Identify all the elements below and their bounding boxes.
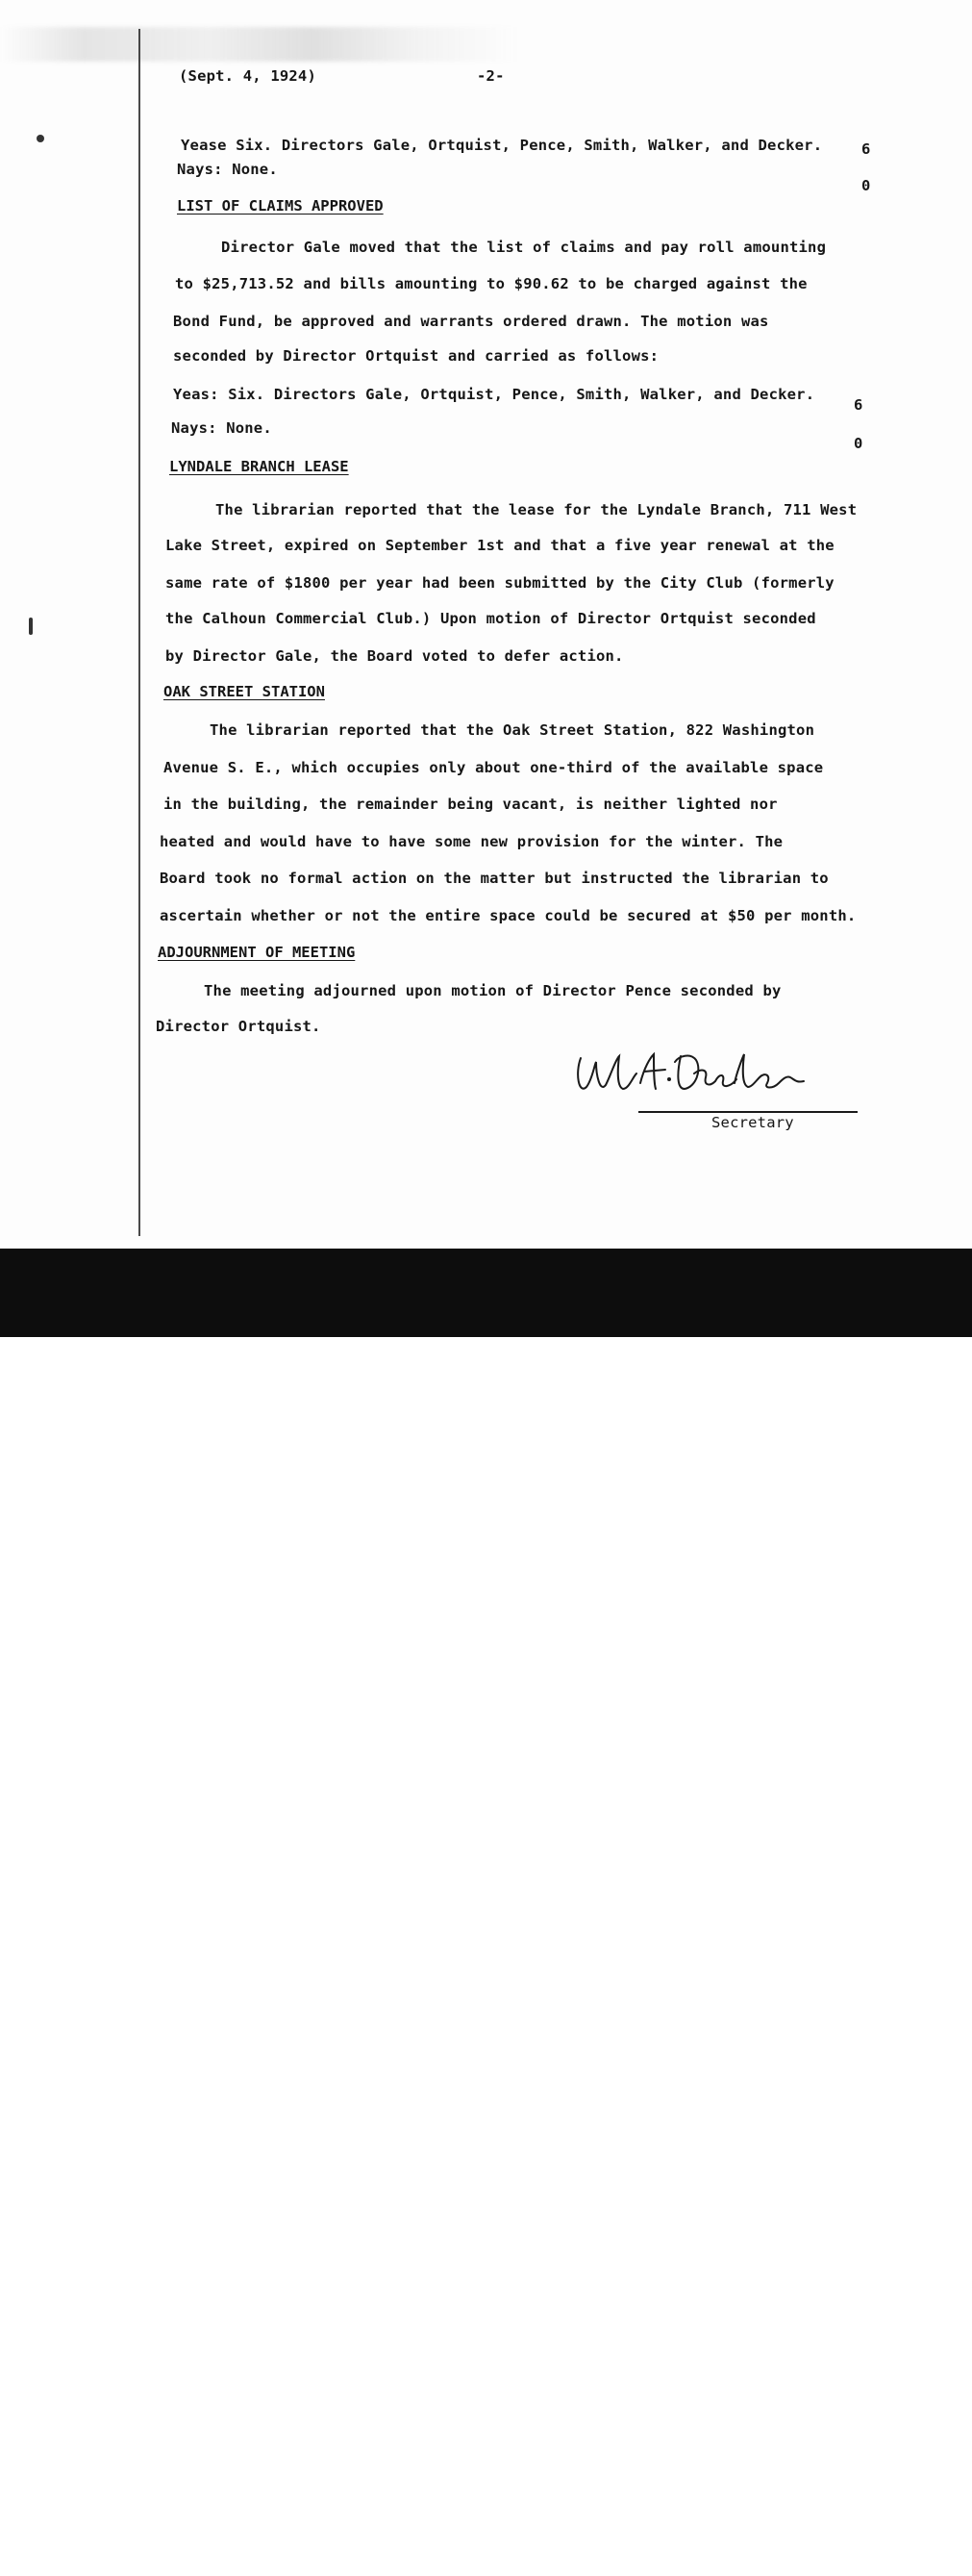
paragraph-line: Bond Fund, be approved and warrants ordered drawn. The motion was bbox=[173, 313, 769, 330]
section-heading-claims: LIST OF CLAIMS APPROVED bbox=[177, 197, 384, 215]
paragraph-line: Avenue S. E., which occupies only about one-third of the available space bbox=[163, 759, 824, 776]
document-page bbox=[0, 0, 972, 1249]
scan-speck bbox=[37, 135, 44, 142]
section-heading-oak-street: OAK STREET STATION bbox=[163, 683, 325, 700]
paragraph-line: heated and would have to have some new provision for the winter. The bbox=[160, 833, 784, 850]
date-header: (Sept. 4, 1924) bbox=[179, 67, 316, 85]
paragraph-line: to $25,713.52 and bills amounting to $90.62 to be charged against the bbox=[175, 275, 808, 292]
vote-yeas-line: Yease Six. Directors Gale, Ortquist, Pence, Smith, Walker, and Decker. bbox=[181, 137, 823, 154]
watermark-url: www.alamy.com bbox=[806, 2539, 930, 2559]
paragraph-line: ascertain whether or not the entire space could be secured at $50 per month. bbox=[160, 907, 857, 924]
vote-nays-tally: 0 bbox=[861, 177, 871, 194]
paragraph-line: The librarian reported that the Oak Street Station, 822 Washington bbox=[210, 721, 815, 739]
page-number: -2- bbox=[477, 67, 505, 85]
paragraph-line: Director Gale moved that the list of claims and pay roll amounting bbox=[221, 239, 827, 256]
vote-nays-line: Nays: None. bbox=[177, 161, 278, 178]
svg-text:alamy: alamy bbox=[19, 2511, 184, 2575]
paragraph-line: Lake Street, expired on September 1st and that a five year renewal at the bbox=[165, 537, 835, 554]
signature-line bbox=[638, 1111, 858, 1113]
section-heading-lyndale: LYNDALE BRANCH LEASE bbox=[169, 458, 349, 475]
paragraph-line: Board took no formal action on the matter but instructed the librarian to bbox=[160, 870, 829, 887]
secretary-signature bbox=[573, 1045, 823, 1102]
watermark-logo bbox=[19, 2509, 260, 2576]
vote-yeas-line: Yeas: Six. Directors Gale, Ortquist, Pence, Smith, Walker, and Decker. bbox=[173, 386, 815, 403]
left-margin-rule bbox=[138, 29, 140, 1236]
signature-title: Secretary bbox=[711, 1114, 794, 1131]
vote-yeas-tally: 6 bbox=[861, 140, 871, 158]
paragraph-line: Director Ortquist. bbox=[156, 1018, 321, 1035]
paragraph-line: by Director Gale, the Board voted to defer action. bbox=[165, 647, 624, 665]
watermark-image-id: 3AKG1T0 bbox=[810, 2516, 886, 2536]
scan-smudge bbox=[0, 27, 692, 62]
vote-nays-tally: 0 bbox=[854, 435, 863, 452]
scan-speck bbox=[29, 618, 33, 635]
paragraph-line: the Calhoun Commercial Club.) Upon motion of Director Ortquist seconded bbox=[165, 610, 816, 627]
paragraph-line: The librarian reported that the lease for the Lyndale Branch, 711 West bbox=[215, 501, 858, 518]
vote-nays-line: Nays: None. bbox=[171, 419, 272, 437]
stock-watermark-banner bbox=[0, 1249, 972, 2575]
paragraph-line: in the building, the remainder being vacant, is neither lighted nor bbox=[163, 796, 778, 813]
vote-yeas-tally: 6 bbox=[854, 396, 863, 414]
section-heading-adjournment: ADJOURNMENT OF MEETING bbox=[158, 944, 356, 961]
paragraph-line: The meeting adjourned upon motion of Director Pence seconded by bbox=[204, 982, 782, 999]
paragraph-line: same rate of $1800 per year had been submitted by the City Club (formerly bbox=[165, 574, 835, 592]
paragraph-line: seconded by Director Ortquist and carried as follows: bbox=[173, 347, 660, 365]
